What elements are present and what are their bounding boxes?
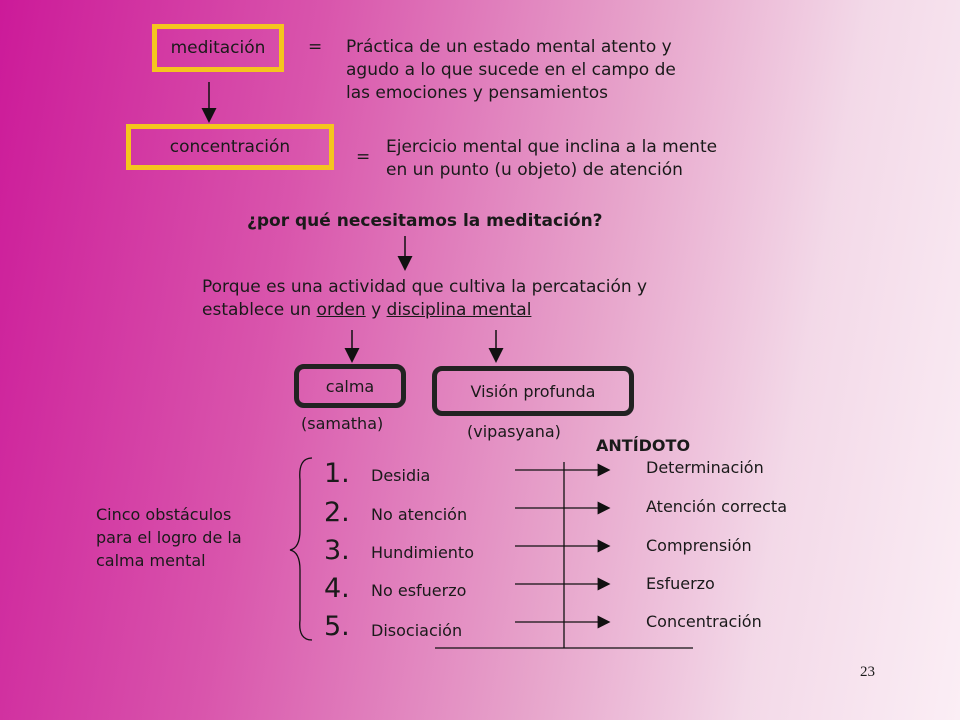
obstacle-text-5: Disociación <box>371 621 463 640</box>
antidote-5: Concentración <box>646 612 762 631</box>
antidote-2: Atención correcta <box>646 497 788 516</box>
concentracion-term: concentración <box>169 137 291 157</box>
obstacle-text-4: No esfuerzo <box>371 581 467 600</box>
calma-label: calma <box>325 376 375 396</box>
equals-sign-1: = <box>308 37 323 57</box>
meditacion-box <box>152 24 284 72</box>
answer-text <box>202 276 647 322</box>
equals-sign-2: = <box>356 147 371 167</box>
definition-line: agudo a lo que sucede en el campo de <box>346 60 676 80</box>
antidoto-heading: ANTÍDOTO <box>596 436 691 455</box>
obstacle-number: 1. <box>324 458 350 489</box>
vision-box <box>432 366 634 416</box>
question-heading: ¿por qué necesitamos la meditación? <box>247 211 603 231</box>
obstacle-item-2 <box>324 497 350 528</box>
obstacles-label-line: calma mental <box>96 551 206 570</box>
disciplina-mental-phrase: disciplina mental <box>386 300 532 320</box>
definition-line: en un punto (u objeto) de atención <box>386 160 683 180</box>
obstacle-number: 2. <box>324 497 350 528</box>
definition-line: Ejercicio mental que inclina a la mente <box>386 137 718 157</box>
obstacle-text-3: Hundimiento <box>371 543 474 562</box>
answer-line-2 <box>202 299 647 322</box>
vision-label: Visión profunda <box>470 381 596 401</box>
obstacle-text-1: Desidia <box>371 466 431 485</box>
meditacion-term: meditación <box>170 38 266 58</box>
answer-text-part: y <box>365 300 387 320</box>
obstacle-number: 5. <box>324 611 350 642</box>
definition-line: las emociones y pensamientos <box>346 83 608 103</box>
antidote-1: Determinación <box>646 458 764 477</box>
obstacle-item-3 <box>324 535 350 566</box>
answer-text-part: establece un <box>202 300 317 320</box>
obstacles-brace <box>290 458 312 640</box>
antidote-3: Comprensión <box>646 536 752 555</box>
obstacles-label <box>96 503 242 572</box>
orden-word: orden <box>316 300 366 320</box>
calma-box <box>294 364 406 408</box>
obstacle-item-5 <box>324 611 350 642</box>
obstacles-label-line: Cinco obstáculos <box>96 505 232 524</box>
meditacion-definition <box>346 36 676 105</box>
antidote-4: Esfuerzo <box>646 574 715 593</box>
concentracion-box <box>126 124 334 170</box>
obstacle-number: 3. <box>324 535 350 566</box>
definition-line: Práctica de un estado mental atento y <box>346 37 672 57</box>
obstacle-number: 4. <box>324 573 350 604</box>
calma-subtitle: (samatha) <box>301 414 384 433</box>
obstacles-label-line: para el logro de la <box>96 528 242 547</box>
obstacle-item-1 <box>324 458 350 489</box>
obstacle-item-4 <box>324 573 350 604</box>
page-number: 23 <box>860 664 875 680</box>
concentracion-definition <box>386 136 717 182</box>
vision-subtitle: (vipasyana) <box>467 422 561 441</box>
answer-line-1: Porque es una actividad que cultiva la percatación y <box>202 277 648 297</box>
obstacle-text-2: No atención <box>371 505 468 524</box>
